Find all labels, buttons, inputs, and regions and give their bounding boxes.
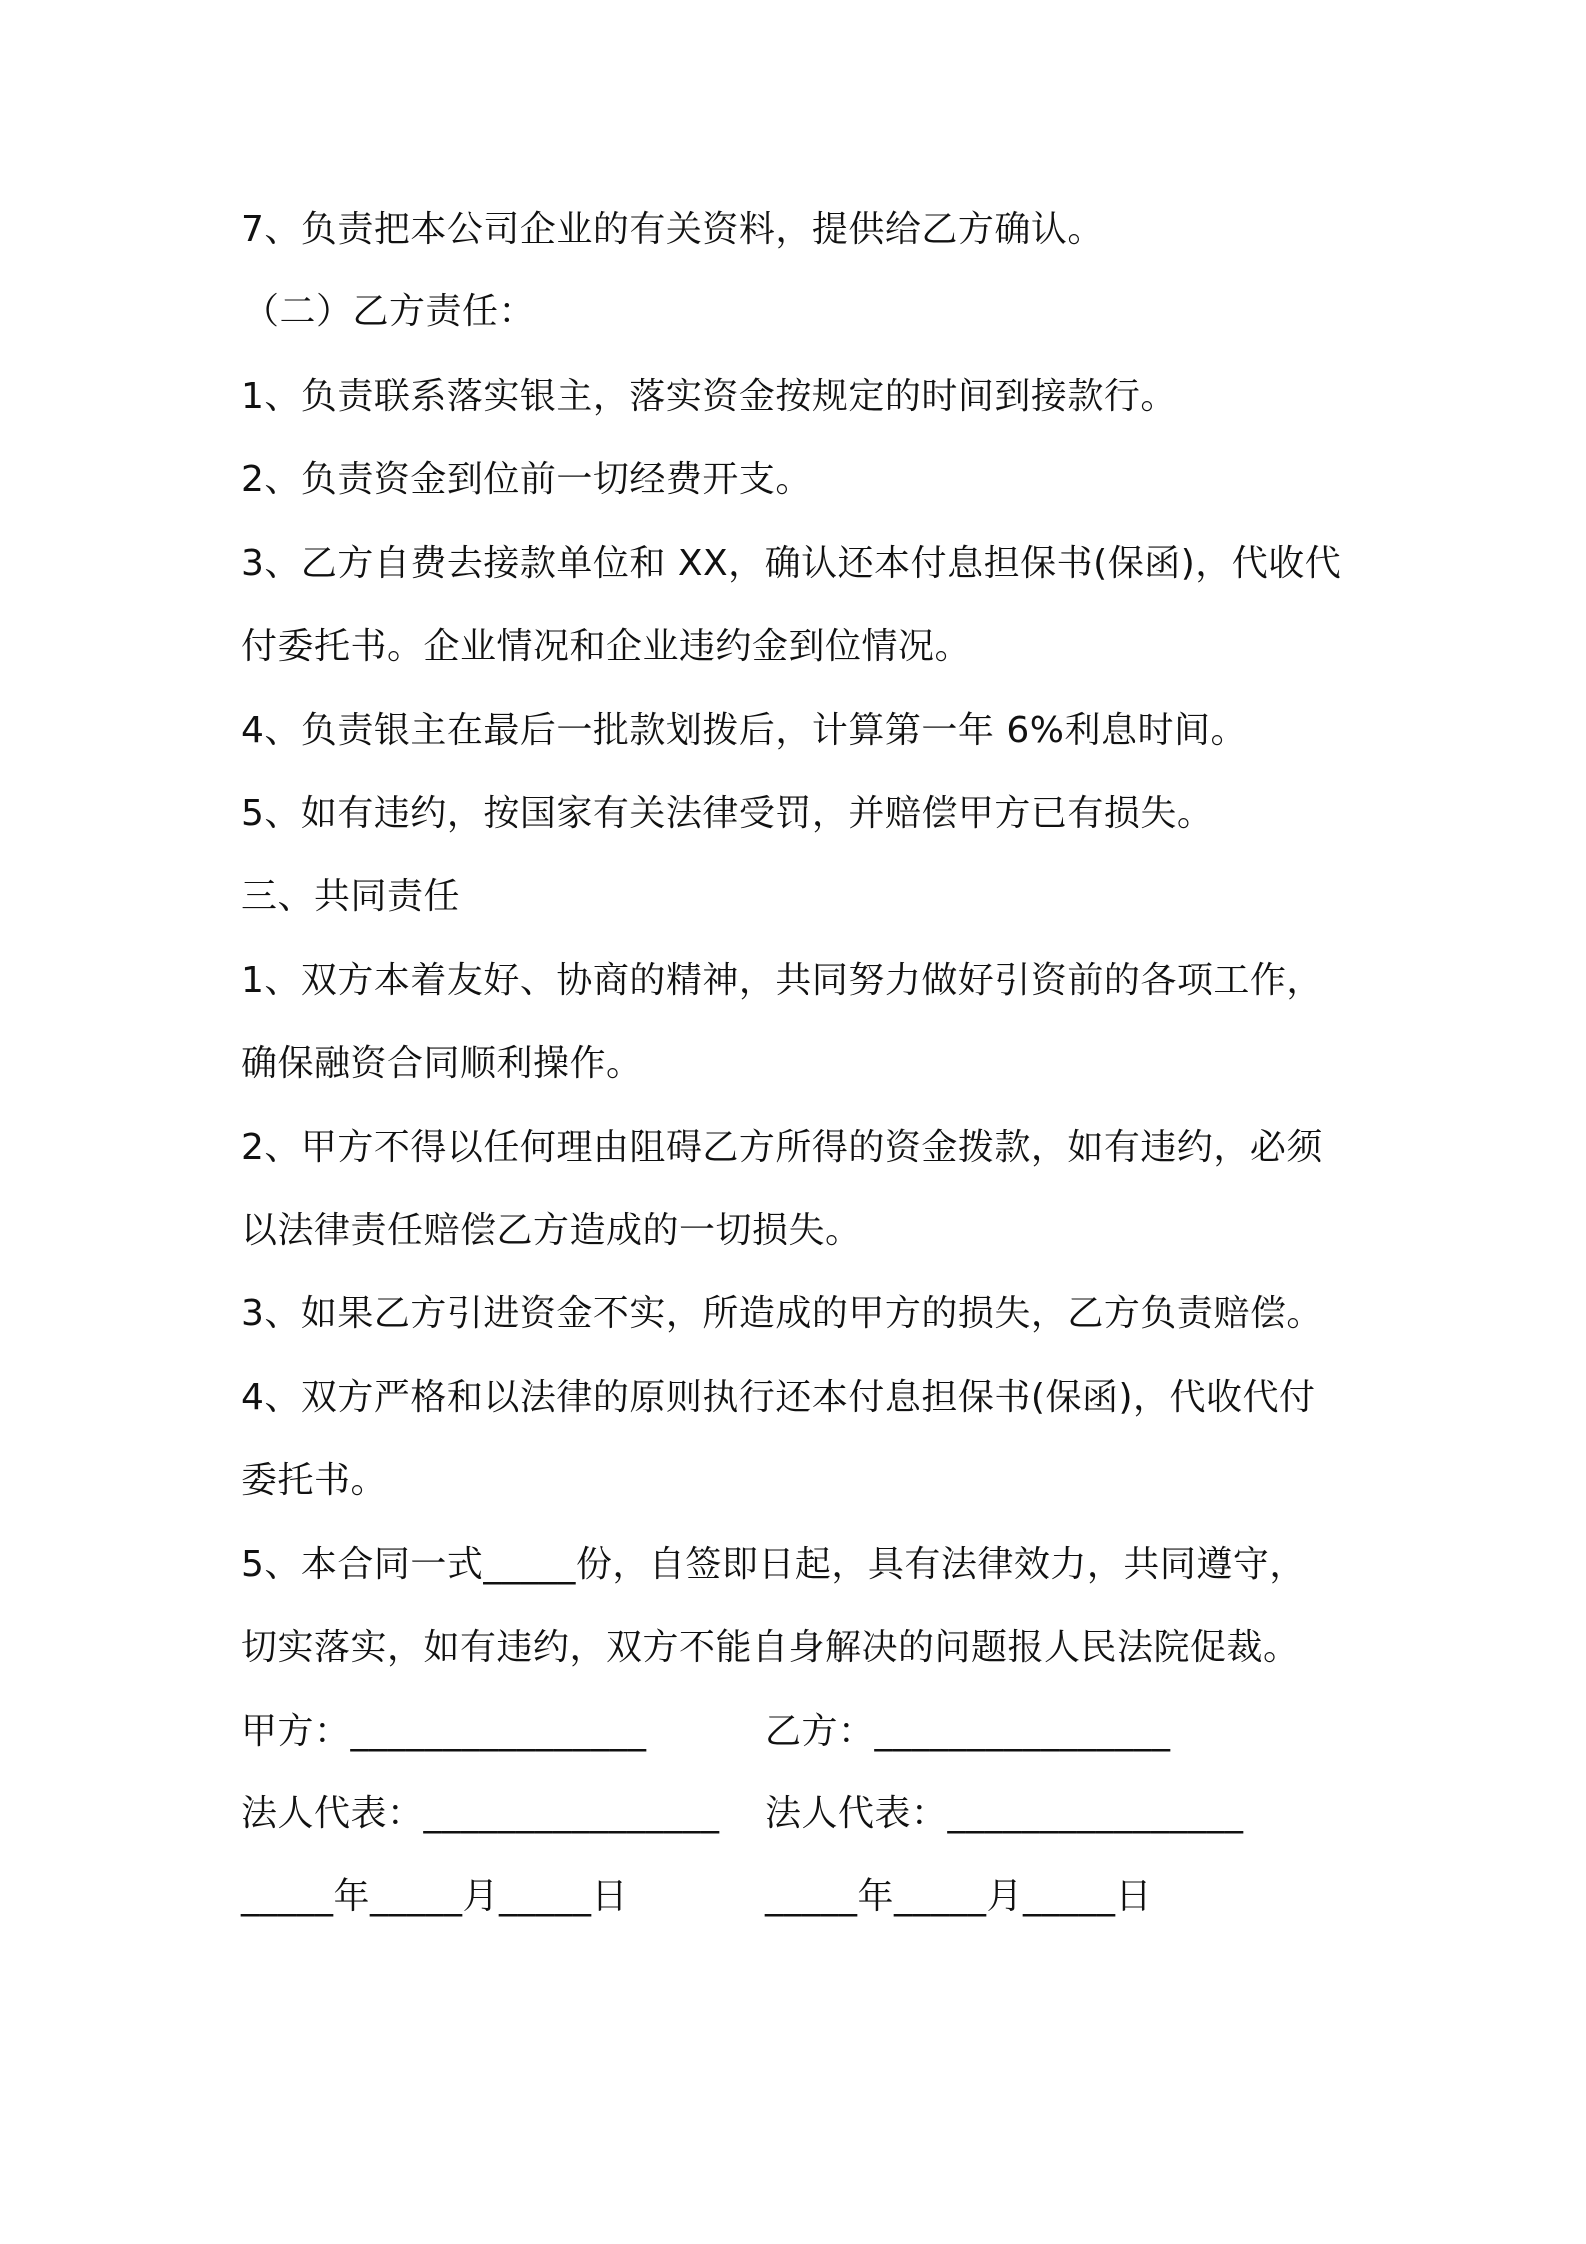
joint-clause-2: 2、甲方不得以任何理由阻碍乙方所得的资金拨款，如有违约，必须 [241,1127,1323,1168]
party-b-date-line: _____年_____月_____日 [765,1876,1153,1917]
party-b-clause-3: 3、乙方自费去接款单位和 XX，确认还本付息担保书(保函)，代收代 [241,543,1342,584]
party-b-signature-line: 乙方：________________ [765,1711,1171,1752]
party-b-clause-5: 5、如有违约，按国家有关法律受罚，并赔偿甲方已有损失。 [241,793,1214,834]
party-b-clause-2: 2、负责资金到位前一切经费开支。 [241,459,812,500]
clause-7-duty-line: 7、负责把本公司企业的有关资料，提供给乙方确认。 [241,209,1104,250]
party-b-representative-line: 法人代表：________________ [765,1793,1244,1834]
party-a-representative-line: 法人代表：________________ [241,1793,720,1834]
party-b-clause-3-cont: 付委托书。企业情况和企业违约金到位情况。 [241,626,972,667]
party-b-clause-1: 1、负责联系落实银主，落实资金按规定的时间到接款行。 [241,376,1177,417]
joint-clause-2-cont: 以法律责任赔偿乙方造成的一切损失。 [241,1210,862,1251]
section-heading-party-b: （二）乙方责任： [243,291,536,332]
party-b-clause-4: 4、负责银主在最后一批款划拨后，计算第一年 6%利息时间。 [241,710,1247,751]
party-a-date-line: _____年_____月_____日 [241,1876,629,1917]
joint-clause-4: 4、双方严格和以法律的原则执行还本付息担保书(保函)，代收代付 [241,1377,1316,1418]
joint-clause-4-cont: 委托书。 [241,1460,388,1501]
party-a-signature-line: 甲方：________________ [241,1711,647,1752]
joint-clause-3: 3、如果乙方引进资金不实，所造成的甲方的损失，乙方负责赔偿。 [241,1293,1323,1334]
joint-clause-5-cont: 切实落实，如有违约，双方不能自身解决的问题报人民法院促裁。 [241,1627,1300,1668]
joint-clause-1-cont: 确保融资合同顺利操作。 [241,1043,643,1084]
section-heading-joint: 三、共同责任 [241,876,461,917]
joint-clause-1: 1、双方本着友好、协商的精神，共同努力做好引资前的各项工作， [241,960,1323,1001]
joint-clause-5: 5、本合同一式_____份，自签即日起，具有法律效力，共同遵守， [241,1544,1306,1585]
